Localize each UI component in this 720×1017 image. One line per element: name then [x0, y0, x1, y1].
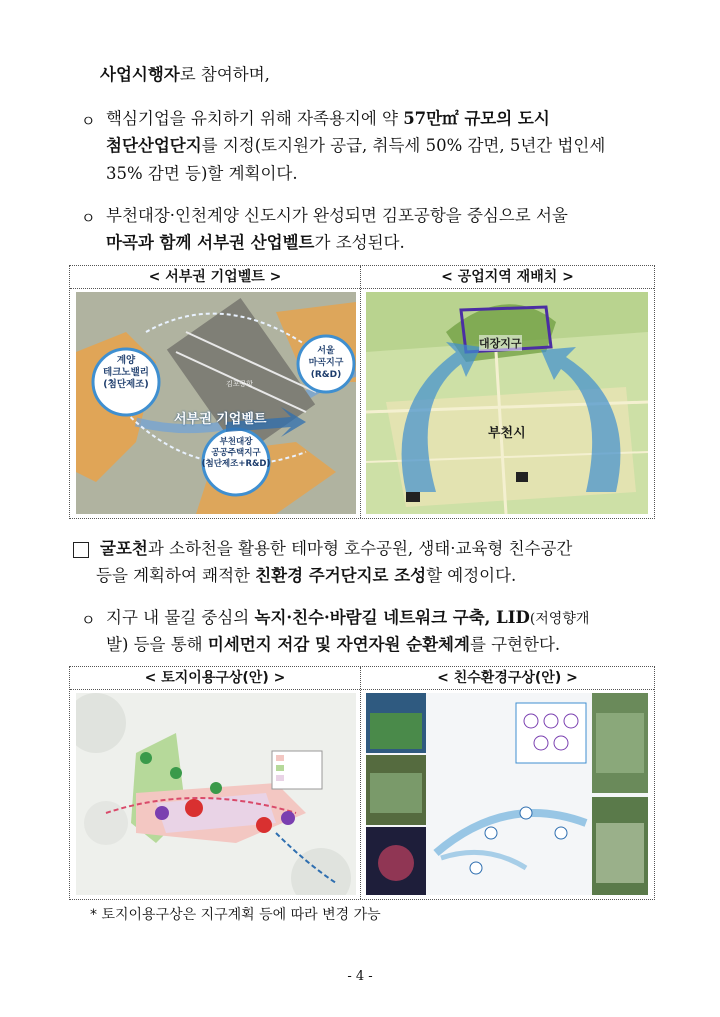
paragraph-4-line-2 — [96, 565, 516, 587]
figure-divider — [360, 667, 361, 899]
paragraph-1 — [100, 64, 270, 86]
map-industrial-relocation — [366, 292, 648, 514]
text: 지구 내 물길 중심의 — [106, 608, 255, 627]
text: 과 소하천을 활용한 테마형 호수공원, 생태·교육형 친수공간 — [147, 539, 573, 558]
map-western-belt — [76, 292, 356, 514]
figure-industrial-belt — [69, 265, 655, 519]
paragraph-2-line-1 — [106, 108, 550, 130]
paragraph-2-line-3: 35% 감면 등)할 계획이다. — [106, 164, 298, 183]
label-belt: 서부권 기업벨트 — [174, 412, 267, 427]
label-bucheon-daejang: 부천대장 공공주택지구 (첨단제조+R&D) — [201, 437, 271, 469]
text: 로 참여하며, — [179, 65, 270, 84]
text: 를 지정(토지원가 공급, 취득세 50% 감면, 5년간 법인세 — [201, 136, 606, 155]
paragraph-4-line-1 — [100, 538, 572, 560]
map-waterfront-plan — [366, 693, 648, 895]
bullet-icon: ㅇ — [81, 611, 96, 629]
figure-caption-left: < 토지이용구상(안) > — [70, 667, 360, 690]
text: (저영향개 — [529, 611, 590, 627]
label-airport: 김포공항 — [226, 380, 254, 388]
text-bold: 미세먼지 저감 및 자연자원 순환체계 — [207, 635, 470, 654]
map-land-use-plan — [76, 693, 356, 895]
label-seoul-magok: 서울 마곡지구 (R&D) — [308, 346, 344, 380]
figure-caption-right: < 공업지역 재배치 > — [361, 266, 654, 289]
figure-land-use — [69, 666, 655, 900]
text-bold: 첨단산업단지 — [106, 136, 202, 155]
label-daejang: 대장지구 — [479, 337, 522, 350]
text-bold: 굴포천 — [100, 539, 148, 558]
paragraph-5-line-2 — [106, 634, 560, 656]
text: 등을 계획하여 쾌적한 — [96, 566, 256, 585]
paragraph-3-line-1: 부천대장·인천계양 신도시가 완성되면 김포공항을 중심으로 서울 — [106, 206, 568, 225]
text: 할 예정이다. — [426, 566, 517, 585]
paragraph-5-line-1 — [106, 607, 589, 630]
text-bold: 친환경 주거단지로 조성 — [255, 566, 427, 585]
text-bold: 사업시행자 — [100, 65, 180, 84]
label-bucheon-city: 부천시 — [488, 426, 526, 441]
text: 가 조성된다. — [314, 233, 405, 252]
footnote: * 토지이용구상은 지구계획 등에 따라 변경 가능 — [90, 907, 381, 923]
paragraph-2-line-2 — [106, 135, 605, 157]
figure-caption-left: < 서부권 기업벨트 > — [70, 266, 360, 289]
checkbox-square-icon — [73, 542, 89, 558]
paragraph-3-line-2 — [106, 232, 405, 254]
page-number: - 4 - — [347, 969, 373, 984]
text-bold: 녹지·친수·바람길 네트워크 구축, LID — [254, 608, 530, 627]
bullet-icon: ㅇ — [81, 209, 96, 227]
text-bold: 57만㎡ 규모의 도시 — [403, 109, 550, 128]
bullet-icon: ㅇ — [81, 112, 96, 130]
text: 를 구현한다. — [469, 635, 561, 654]
text: 핵심기업을 유치하기 위해 자족용지에 약 — [106, 109, 404, 128]
text-bold: 마곡과 함께 서부권 산업벨트 — [106, 233, 315, 252]
text: 발) 등을 통해 — [106, 635, 208, 654]
figure-divider — [360, 266, 361, 518]
label-gyeyang: 계양 테크노밸리 (첨단제조) — [103, 355, 149, 390]
figure-caption-right: < 친수환경구상(안) > — [361, 667, 654, 690]
